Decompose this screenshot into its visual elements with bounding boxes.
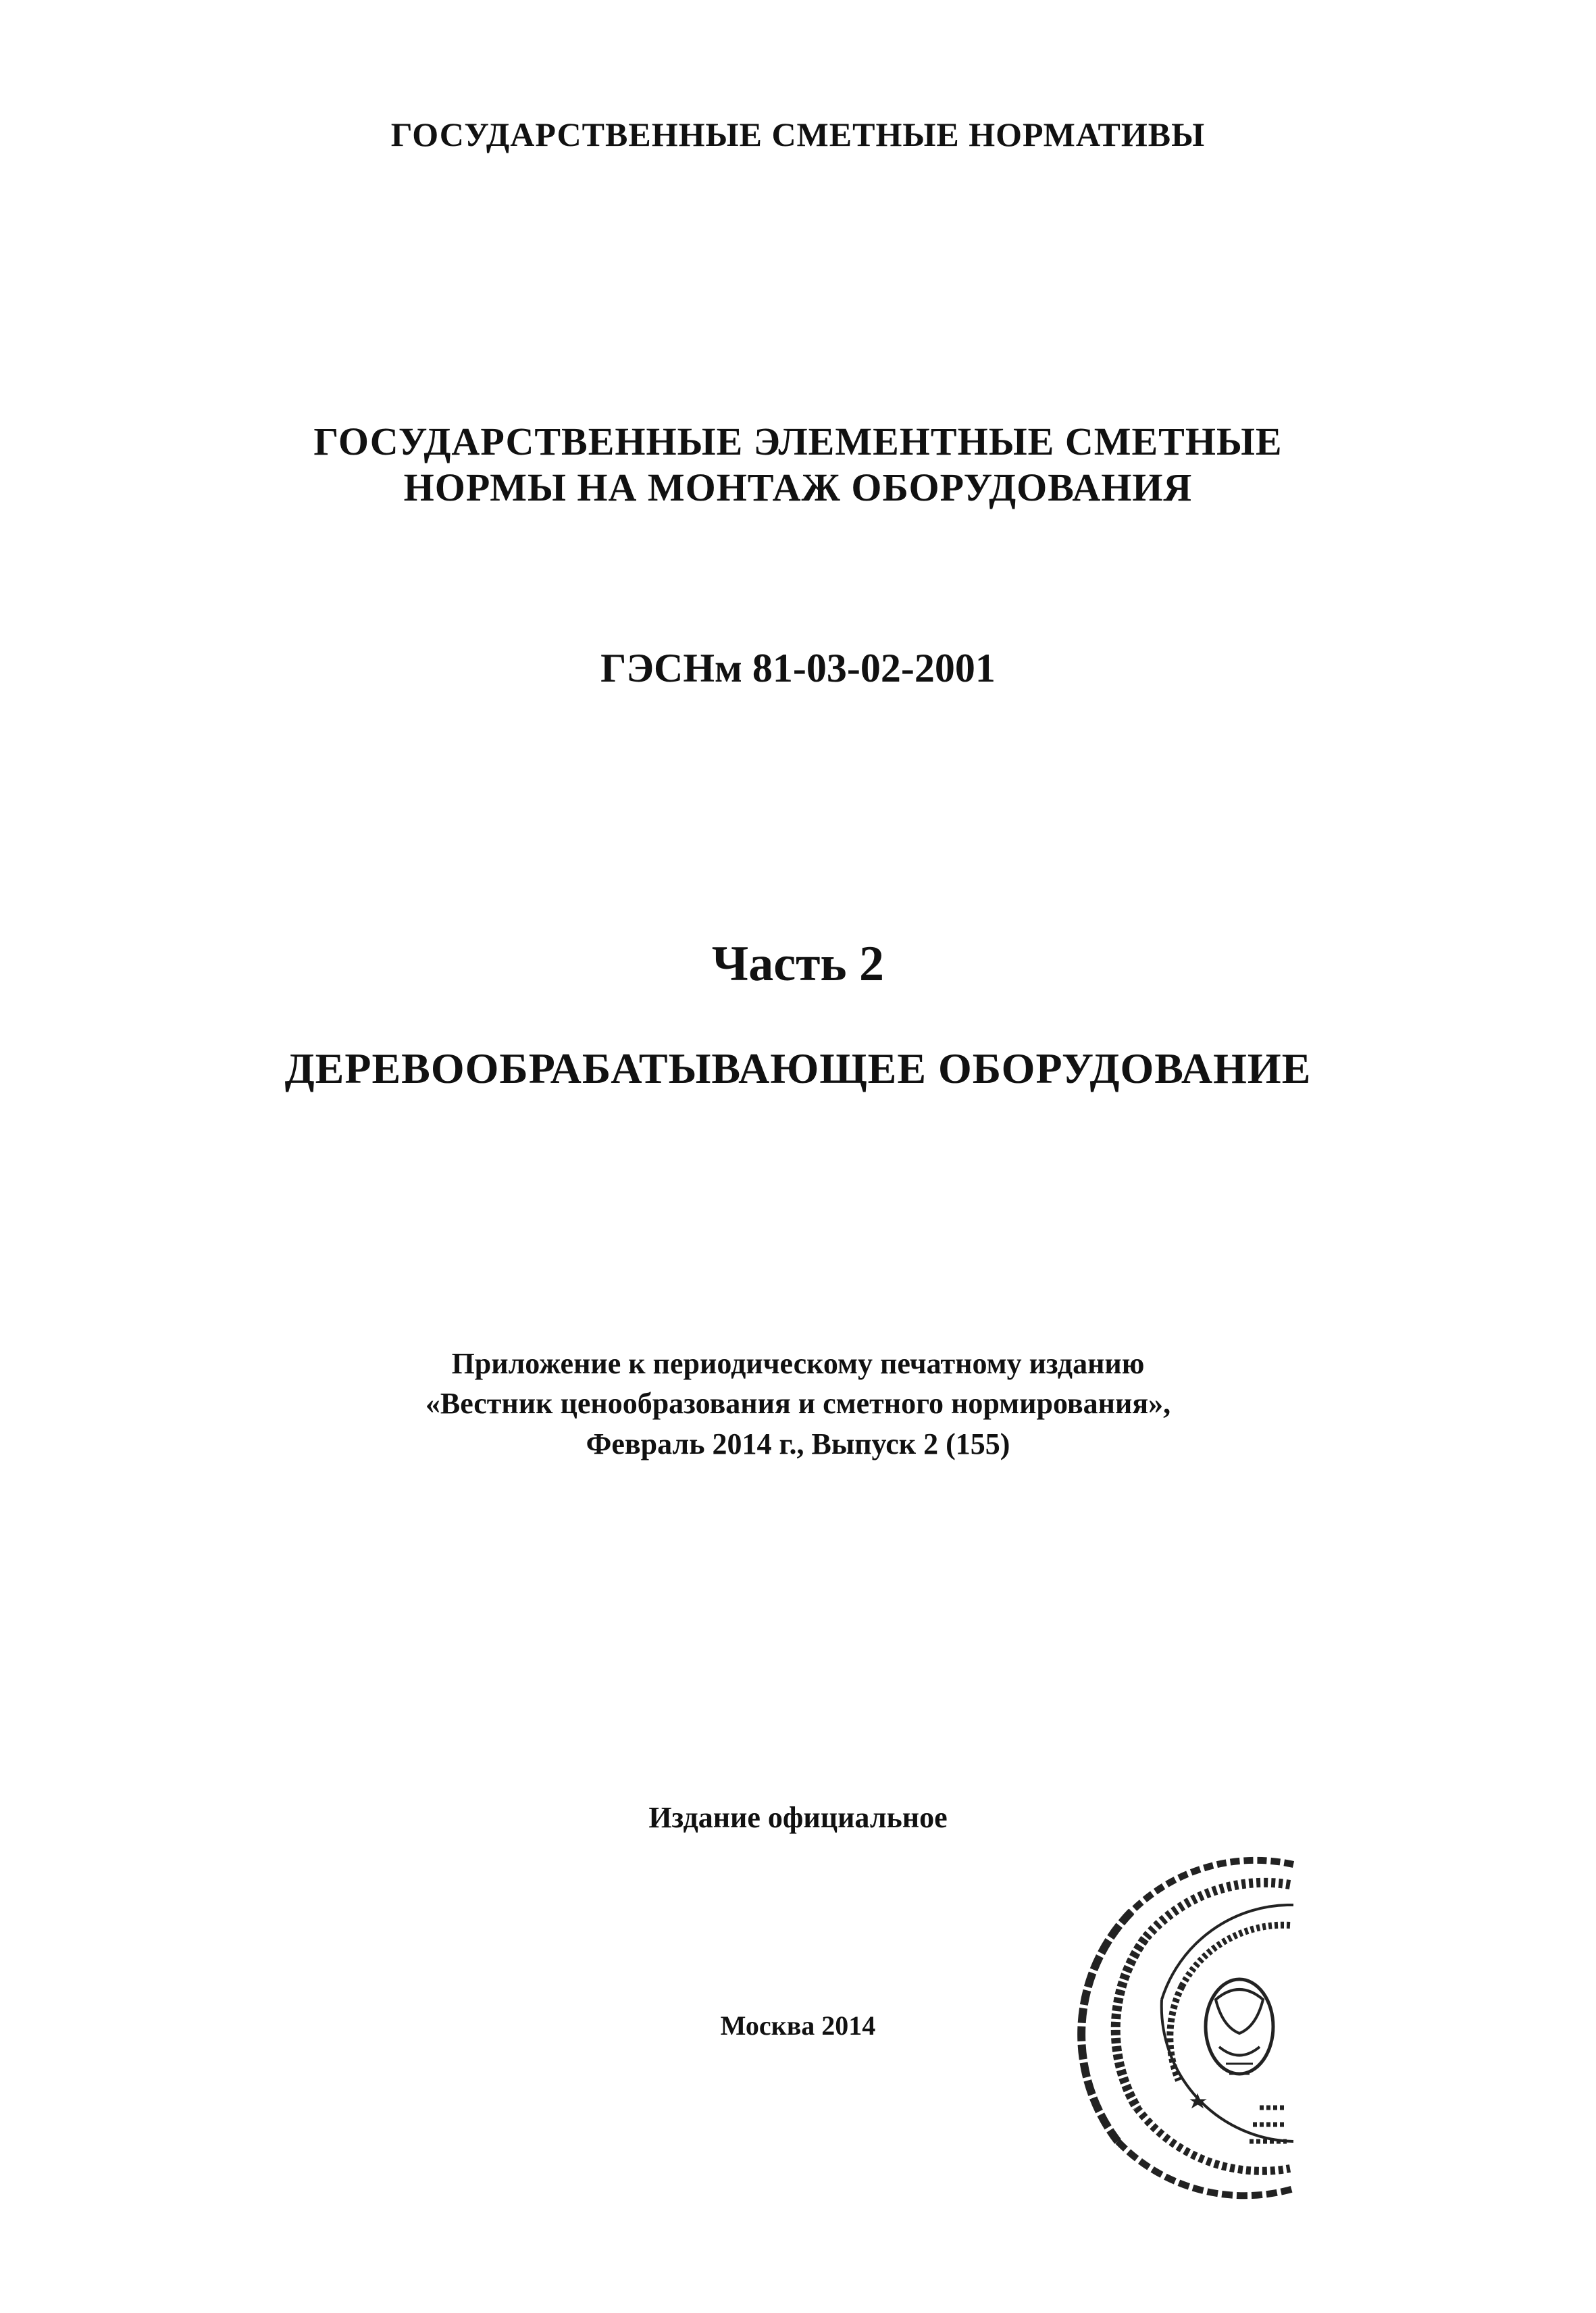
document-title-line-2: НОРМЫ НА МОНТАЖ ОБОРУДОВАНИЯ	[403, 465, 1193, 509]
appendix-line-1: Приложение к периодическому печатному изданию	[451, 1347, 1145, 1380]
appendix-line-2: «Вестник ценообразования и сметного нормирования»,	[425, 1387, 1171, 1420]
document-header: ГОСУДАРСТВЕННЫЕ СМЕТНЫЕ НОРМАТИВЫ	[390, 116, 1206, 153]
city-year: Москва 2014	[720, 2010, 876, 2041]
edition-label: Издание официальное	[648, 1801, 948, 1834]
document-title-line-1: ГОСУДАРСТВЕННЫЕ ЭЛЕМЕНТНЫЕ СМЕТНЫЕ	[313, 420, 1283, 463]
document-code: ГЭСНм 81-03-02-2001	[600, 646, 996, 690]
official-seal-icon	[1037, 1824, 1300, 2202]
document-subtitle: ДЕРЕВООБРАБАТЫВАЮЩЕЕ ОБОРУДОВАНИЕ	[284, 1044, 1312, 1092]
document-part: Часть 2	[711, 936, 885, 992]
appendix-line-3: Февраль 2014 г., Выпуск 2 (155)	[586, 1427, 1010, 1460]
